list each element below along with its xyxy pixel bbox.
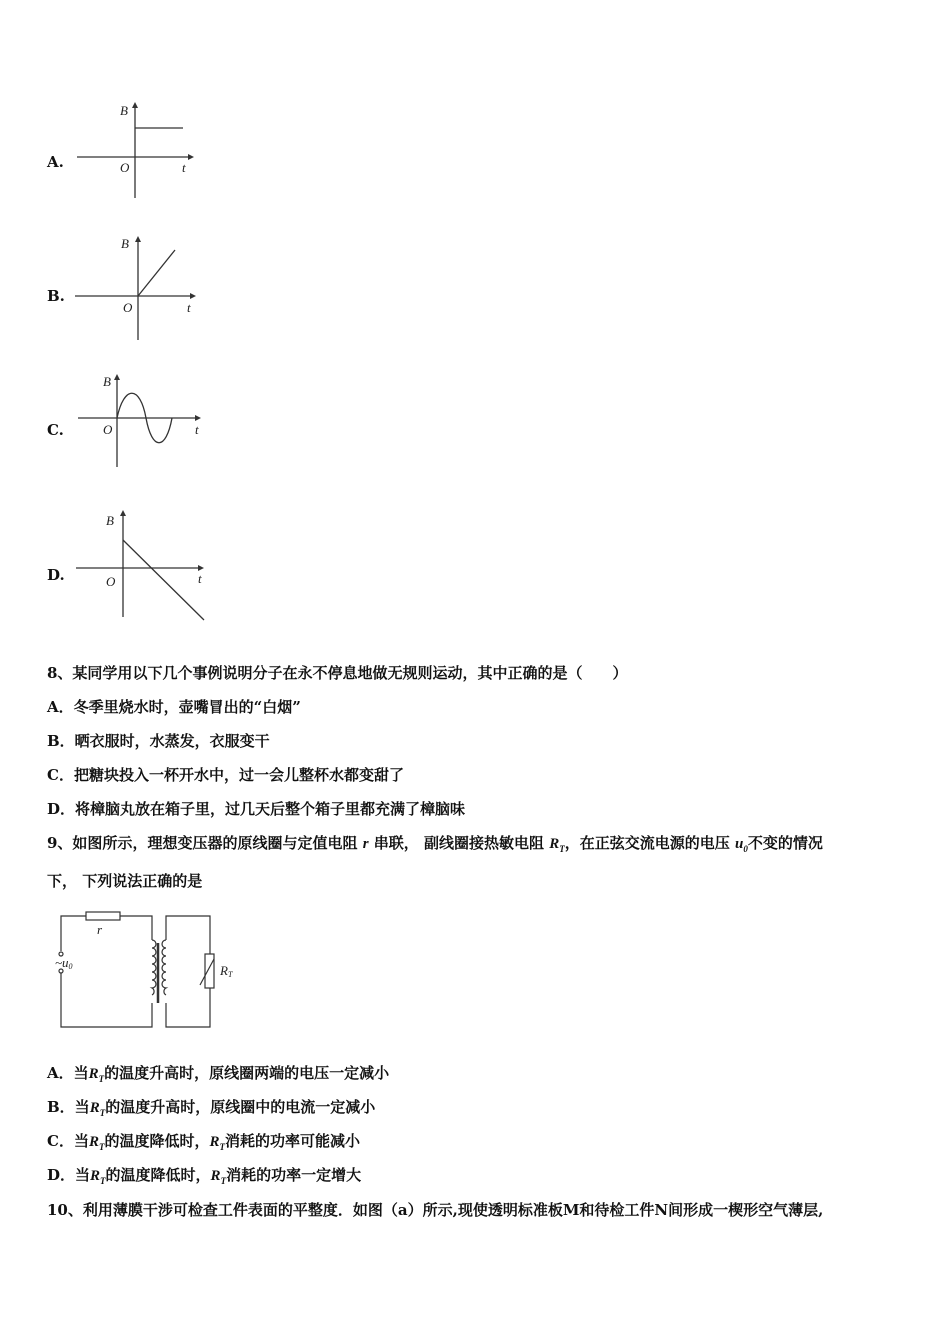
- graph-d-curve: [123, 540, 204, 620]
- graph-b-x-label: t: [187, 300, 191, 315]
- graph-d-x-label: t: [198, 571, 202, 586]
- resistor-r-label: r: [97, 922, 103, 937]
- q8-option-c[interactable]: C．把糖块投入一杯开水中，过一会儿整杯水都变甜了: [47, 766, 404, 784]
- option-a-label: A.: [47, 153, 64, 171]
- thermistor-label: RT: [220, 963, 233, 979]
- graph-a-x-label: t: [182, 160, 186, 175]
- q8-stem: 8、某同学用以下几个事例说明分子在永不停息地做无规则运动，其中正确的是（ ）: [47, 664, 628, 682]
- graph-b-origin: O: [123, 300, 133, 315]
- q9-option-d[interactable]: D．当$R_T$的温度降低时，$R_T$消耗的功率一定增大: [47, 1166, 362, 1186]
- graph-d-y-label: B: [106, 513, 114, 528]
- q10-stem: 10、利用薄膜干涉可检查工件表面的平整度．如图（a）所示,现使透明标准板M和待检工件N间形成一楔形空气薄层,: [47, 1201, 824, 1219]
- graph-c-x-label: t: [195, 422, 199, 437]
- source-label: ~u0: [55, 955, 73, 971]
- q9-var-r: r: [362, 836, 369, 852]
- q9-option-a[interactable]: A．当$R_T$的温度升高时，原线圈两端的电压一定减小: [47, 1064, 390, 1084]
- q9-stem-part4: 不变的情况: [747, 834, 823, 852]
- graph-b-curve: [138, 250, 175, 296]
- q8-option-d[interactable]: D．将樟脑丸放在箱子里，过几天后整个箱子里都充满了樟脑味: [47, 800, 466, 818]
- thermistor-rt: [205, 954, 214, 988]
- q9-stem-part2: 串联， 副线圈接热敏电阻: [373, 834, 544, 852]
- primary-coil: [152, 940, 156, 995]
- q9-var-rt: $R_T$: [549, 836, 565, 854]
- q9-var-u0: $u_0$: [735, 836, 748, 854]
- graph-c-origin: O: [103, 422, 113, 437]
- q9-option-c[interactable]: C．当$R_T$的温度降低时，$R_T$消耗的功率可能减小: [47, 1132, 361, 1152]
- graph-b-y-label: B: [121, 236, 129, 251]
- q9-option-b[interactable]: B．当$R_T$的温度升高时，原线圈中的电流一定减小: [47, 1098, 376, 1118]
- q9-stem-part1: 9、如图所示，理想变压器的原线圈与定值电阻: [47, 834, 358, 852]
- q9-stem: [47, 832, 823, 854]
- option-b-label: B.: [47, 287, 65, 305]
- q9-stem-line2: 下， 下列说法正确的是: [47, 872, 203, 890]
- option-c-label: C.: [47, 421, 64, 439]
- q8-option-a[interactable]: A．冬季里烧水时，壶嘴冒出的“白烟”: [47, 698, 301, 716]
- option-d-label: D.: [47, 566, 65, 584]
- resistor-r: [86, 912, 120, 920]
- graph-d-origin: O: [106, 574, 116, 589]
- secondary-coil: [162, 940, 166, 995]
- q9-stem-part3: ，在正弦交流电源的电压: [564, 834, 730, 852]
- graph-a-y-label: B: [120, 103, 128, 118]
- graph-a-origin: O: [120, 160, 130, 175]
- q8-option-b[interactable]: B．晒衣服时，水蒸发，衣服变干: [47, 732, 270, 750]
- graph-c-y-label: B: [103, 374, 111, 389]
